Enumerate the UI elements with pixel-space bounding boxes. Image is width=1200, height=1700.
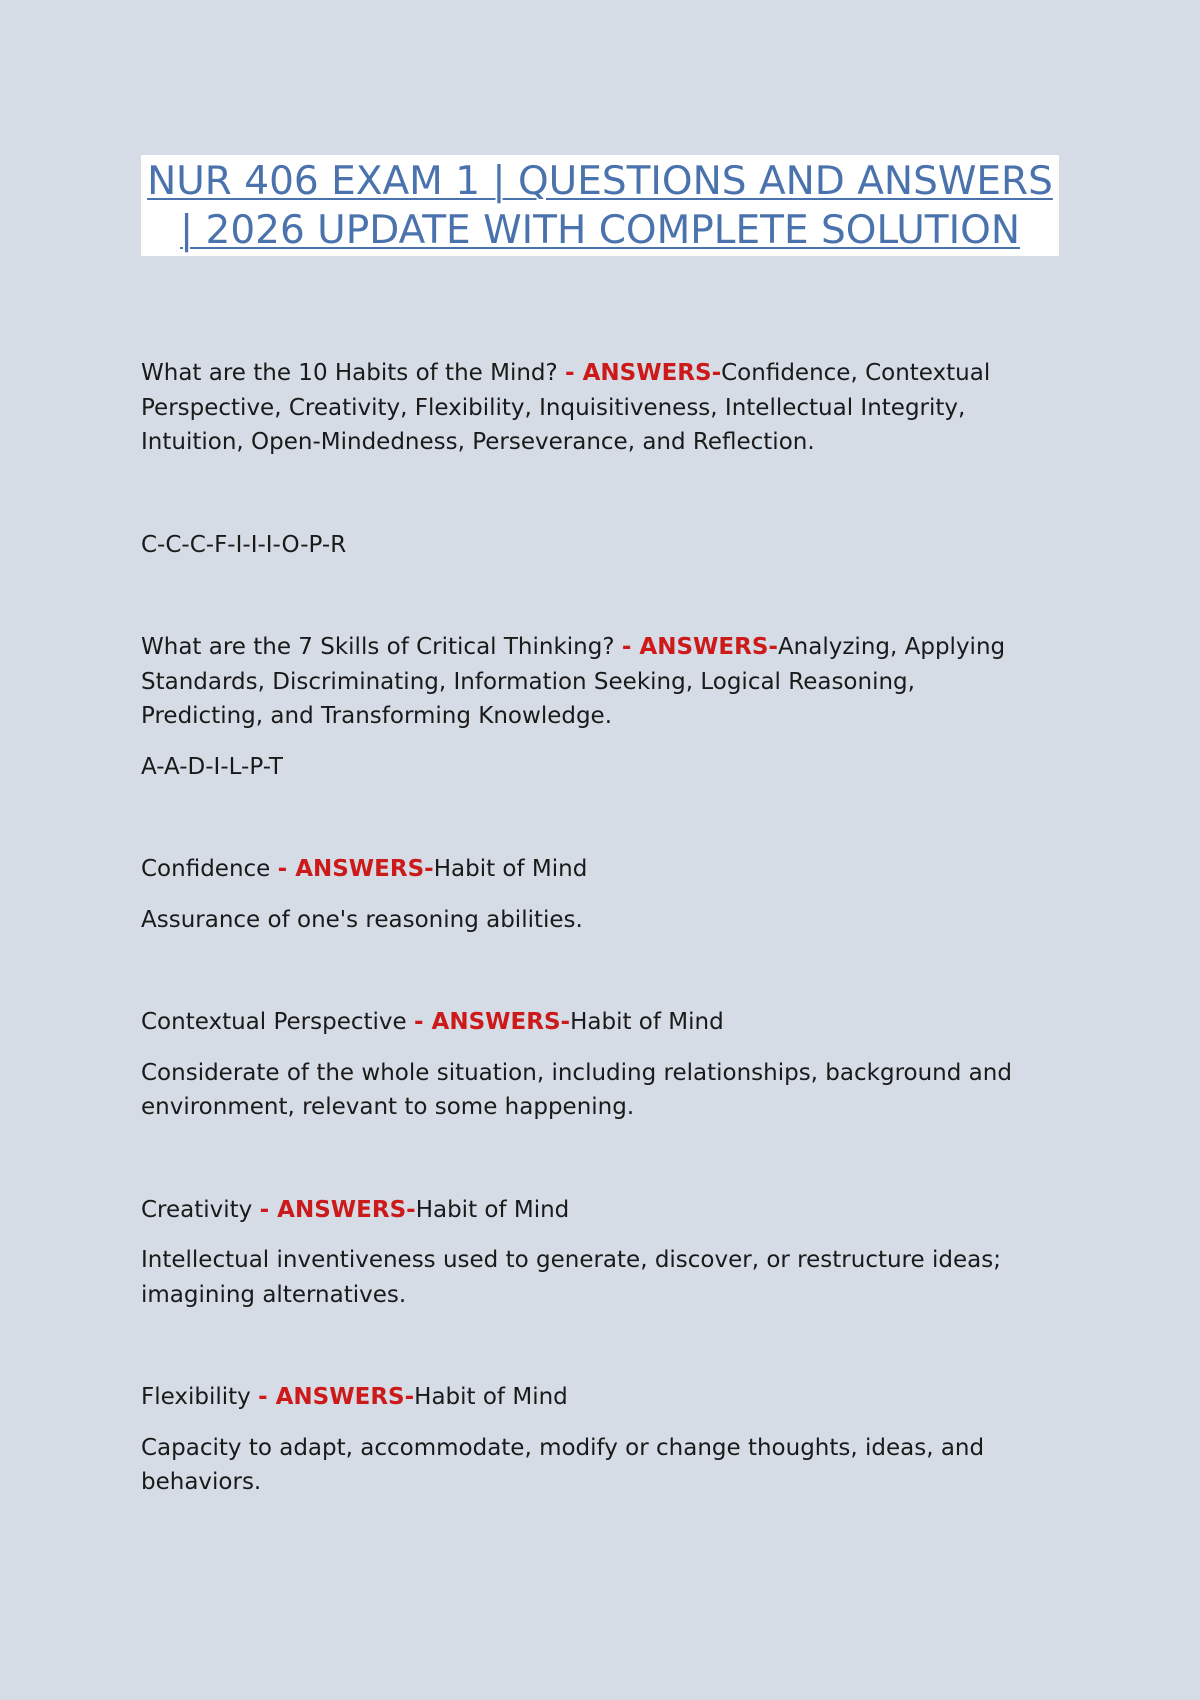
answers-marker: - ANSWERS- bbox=[621, 634, 778, 660]
answers-marker: - ANSWERS- bbox=[277, 856, 434, 882]
answer-text: Habit of Mind bbox=[570, 1009, 724, 1035]
question-text: Contextual Perspective bbox=[141, 1009, 414, 1035]
definition-text: Assurance of one's reasoning abilities. bbox=[141, 906, 583, 933]
question-paragraph bbox=[141, 1380, 1061, 1415]
answer-text: Habit of Mind bbox=[414, 1384, 568, 1410]
title-box bbox=[141, 155, 1059, 256]
definition-text: Considerate of the whole situation, including relationships, background and environment, relevant to some happening. bbox=[141, 1059, 1012, 1120]
document-title[interactable]: NUR 406 EXAM 1 | QUESTIONS AND ANSWERS | 2026 UPDATE WITH COMPLETE SOLUTION bbox=[147, 159, 1053, 253]
answer-text: Habit of Mind bbox=[415, 1196, 570, 1223]
answer-text: Analyzing, Applying Standards, Discriminating, Information Seeking, Logical Reasoning, Predicting, and Transforming Knowledge. bbox=[141, 634, 1006, 729]
question-paragraph bbox=[141, 1193, 1061, 1228]
question-text: Confidence bbox=[141, 856, 278, 882]
answer-text: Confidence, Contextual Perspective, Creativity, Flexibility, Inquisitiveness, Intellectual Integrity, Intuition, Open-Mindedness, Perseverance, and Reflection. bbox=[141, 360, 991, 455]
question-paragraph bbox=[141, 630, 1041, 734]
answers-marker: - ANSWERS- bbox=[414, 1009, 571, 1035]
question-paragraph bbox=[141, 1005, 1061, 1040]
definition-text: Capacity to adapt, accommodate, modify or change thoughts, ideas, and behaviors. bbox=[141, 1434, 985, 1495]
question-text: What are the 10 Habits of the Mind? bbox=[141, 360, 566, 386]
mnemonic-text: A-A-D-I-L-P-T bbox=[141, 753, 283, 780]
mnemonic-text: C-C-C-F-I-I-I-O-P-R bbox=[141, 531, 347, 558]
answers-marker: - ANSWERS- bbox=[258, 1384, 415, 1410]
answer-text: Habit of Mind bbox=[433, 856, 588, 882]
question-text: What are the 7 Skills of Critical Thinking? bbox=[141, 634, 622, 660]
question-paragraph bbox=[141, 356, 1021, 460]
answers-marker: - ANSWERS- bbox=[259, 1196, 416, 1223]
document-content bbox=[141, 356, 1061, 1500]
answers-marker: - ANSWERS- bbox=[565, 360, 722, 386]
question-paragraph bbox=[141, 852, 1061, 887]
question-text: Creativity bbox=[141, 1196, 260, 1223]
definition-text: Intellectual inventiveness used to generate, discover, or restructure ideas; imagining alternatives. bbox=[141, 1247, 1001, 1308]
question-text: Flexibility bbox=[141, 1384, 259, 1410]
